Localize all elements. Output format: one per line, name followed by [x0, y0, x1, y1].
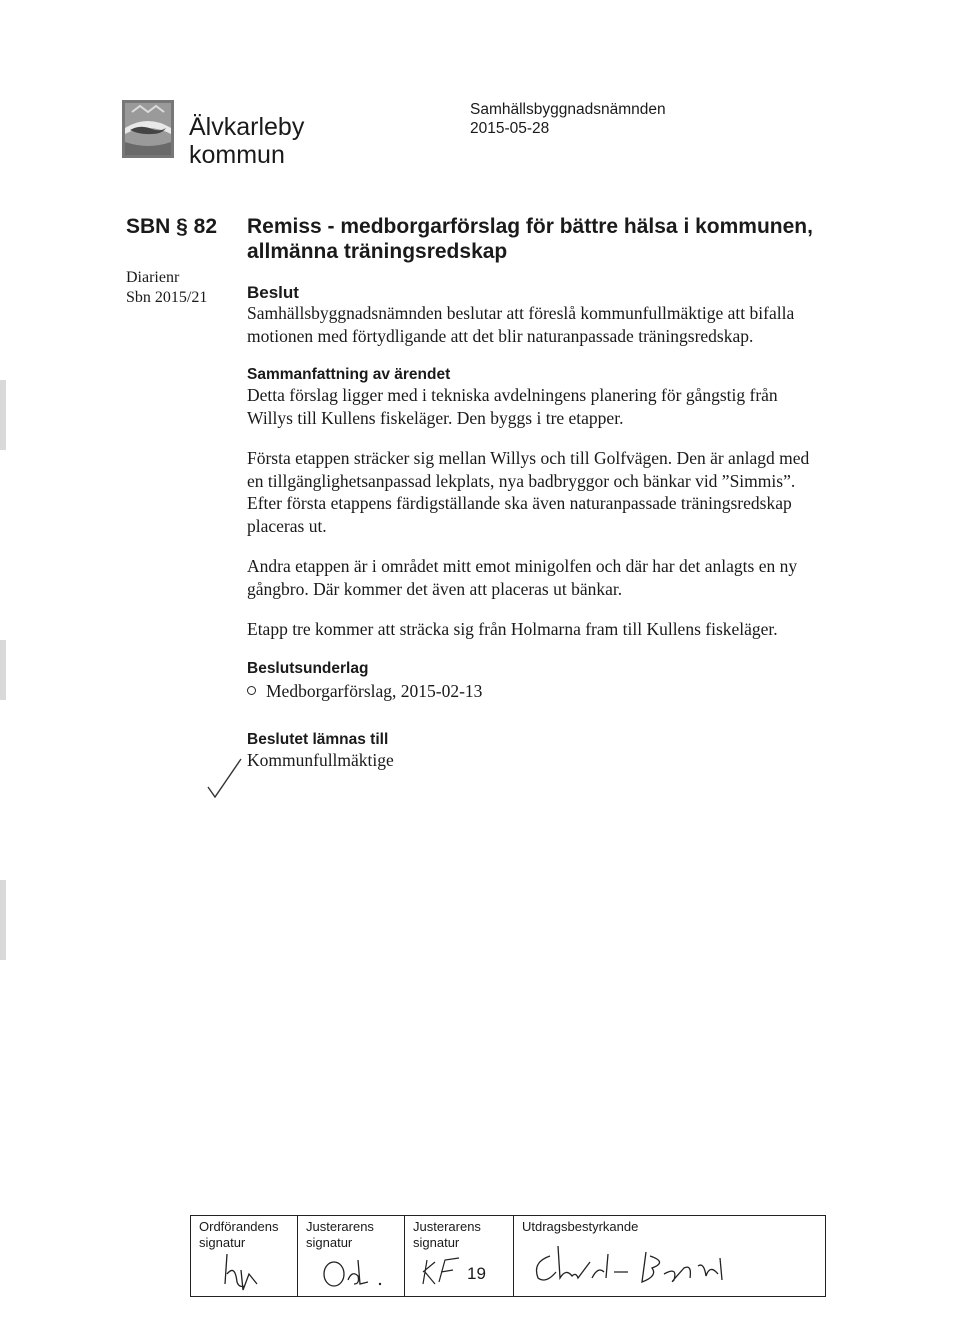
diarie-block — [126, 268, 207, 308]
page-number: 19 — [467, 1264, 486, 1283]
main-content — [247, 214, 827, 772]
signature-label-line1: Justerarens — [306, 1219, 374, 1234]
handwritten-signature-icon — [419, 1256, 469, 1290]
signature-cell-chair — [191, 1216, 298, 1296]
scan-artifact — [0, 640, 6, 700]
meeting-date: 2015-05-28 — [470, 120, 550, 137]
beslut-text: Samhällsbyggnadsnämnden beslutar att föreslå kommunfullmäktige att bifalla motionen med förtydligande att det blir naturanpassade träningsredskap. — [247, 303, 795, 346]
sammanfattning-paragraph-3: Andra etappen är i området mitt emot minigolfen och där har det anlagts en ny gångbro. Där kommer det även att placeras ut bänkar. — [247, 556, 798, 599]
beslutsunderlag-heading: Beslutsunderlag — [247, 659, 369, 677]
handwritten-signature-icon — [318, 1256, 388, 1292]
document-title: Remiss - medborgarförslag för bättre hälsa i kommunen, allmänna träningsredskap — [247, 215, 813, 263]
diarie-label: Diarienr — [126, 269, 180, 286]
signature-label-line2: signatur — [306, 1235, 353, 1250]
handwritten-signature-icon — [219, 1244, 269, 1292]
checkmark-icon — [205, 757, 245, 801]
beslut-heading: Beslut — [247, 283, 299, 302]
organization-name-line1: Älvkarleby — [189, 113, 305, 141]
signature-table — [190, 1215, 826, 1297]
scan-artifact — [0, 880, 6, 960]
municipality-logo — [122, 100, 174, 158]
handwritten-signature-icon — [528, 1242, 738, 1292]
paragraph-number: SBN § 82 — [126, 215, 218, 238]
sammanfattning-paragraph-4: Etapp tre kommer att sträcka sig från Holmarna fram till Kullens fiskeläger. — [247, 619, 778, 639]
signature-label-line2: signatur — [199, 1235, 246, 1250]
bullet-icon — [247, 686, 256, 695]
beslutet-lamnas-heading: Beslutet lämnas till — [247, 731, 389, 748]
signature-label-line1: Justerarens — [413, 1219, 481, 1234]
signature-label-line1: Ordförandens — [199, 1219, 279, 1234]
beslutsunderlag-item-text: Medborgarförslag, 2015-02-13 — [266, 680, 483, 701]
sammanfattning-paragraph-1: Detta förslag ligger med i tekniska avdelningens planering för gångstig från Willys till Kullens fiskeläger. Den byggs i tre etapper. — [247, 385, 778, 428]
sammanfattning-heading: Sammanfattning av ärendet — [247, 366, 451, 383]
signature-cell-adjuster-1 — [298, 1216, 405, 1296]
diarie-number: Sbn 2015/21 — [126, 289, 208, 306]
signature-cell-certification — [514, 1216, 825, 1296]
signature-label-line1: Utdragsbestyrkande — [522, 1219, 639, 1234]
beslutet-lamnas-recipient: Kommunfullmäktige — [247, 750, 394, 770]
organization-name — [189, 113, 304, 169]
signature-label-line2: signatur — [413, 1235, 460, 1250]
sammanfattning-paragraph-2: Första etappen sträcker sig mellan Willys och till Golfvägen. Den är anlagd med en tillgänglighetsanpassad lekplats, nya badbryggor och bänkar vid ”Simmis”. Efter första etappens färdigställande ska även naturanpassade träningsredskap placeras ut. — [247, 448, 810, 536]
scan-artifact — [0, 380, 6, 450]
signature-cell-adjuster-2 — [405, 1216, 514, 1296]
beslutsunderlag-item — [247, 680, 827, 703]
organization-name-line2: kommun — [189, 141, 285, 169]
committee-name: Samhällsbyggnadsnämnden — [470, 101, 666, 118]
committee-header — [470, 100, 666, 138]
